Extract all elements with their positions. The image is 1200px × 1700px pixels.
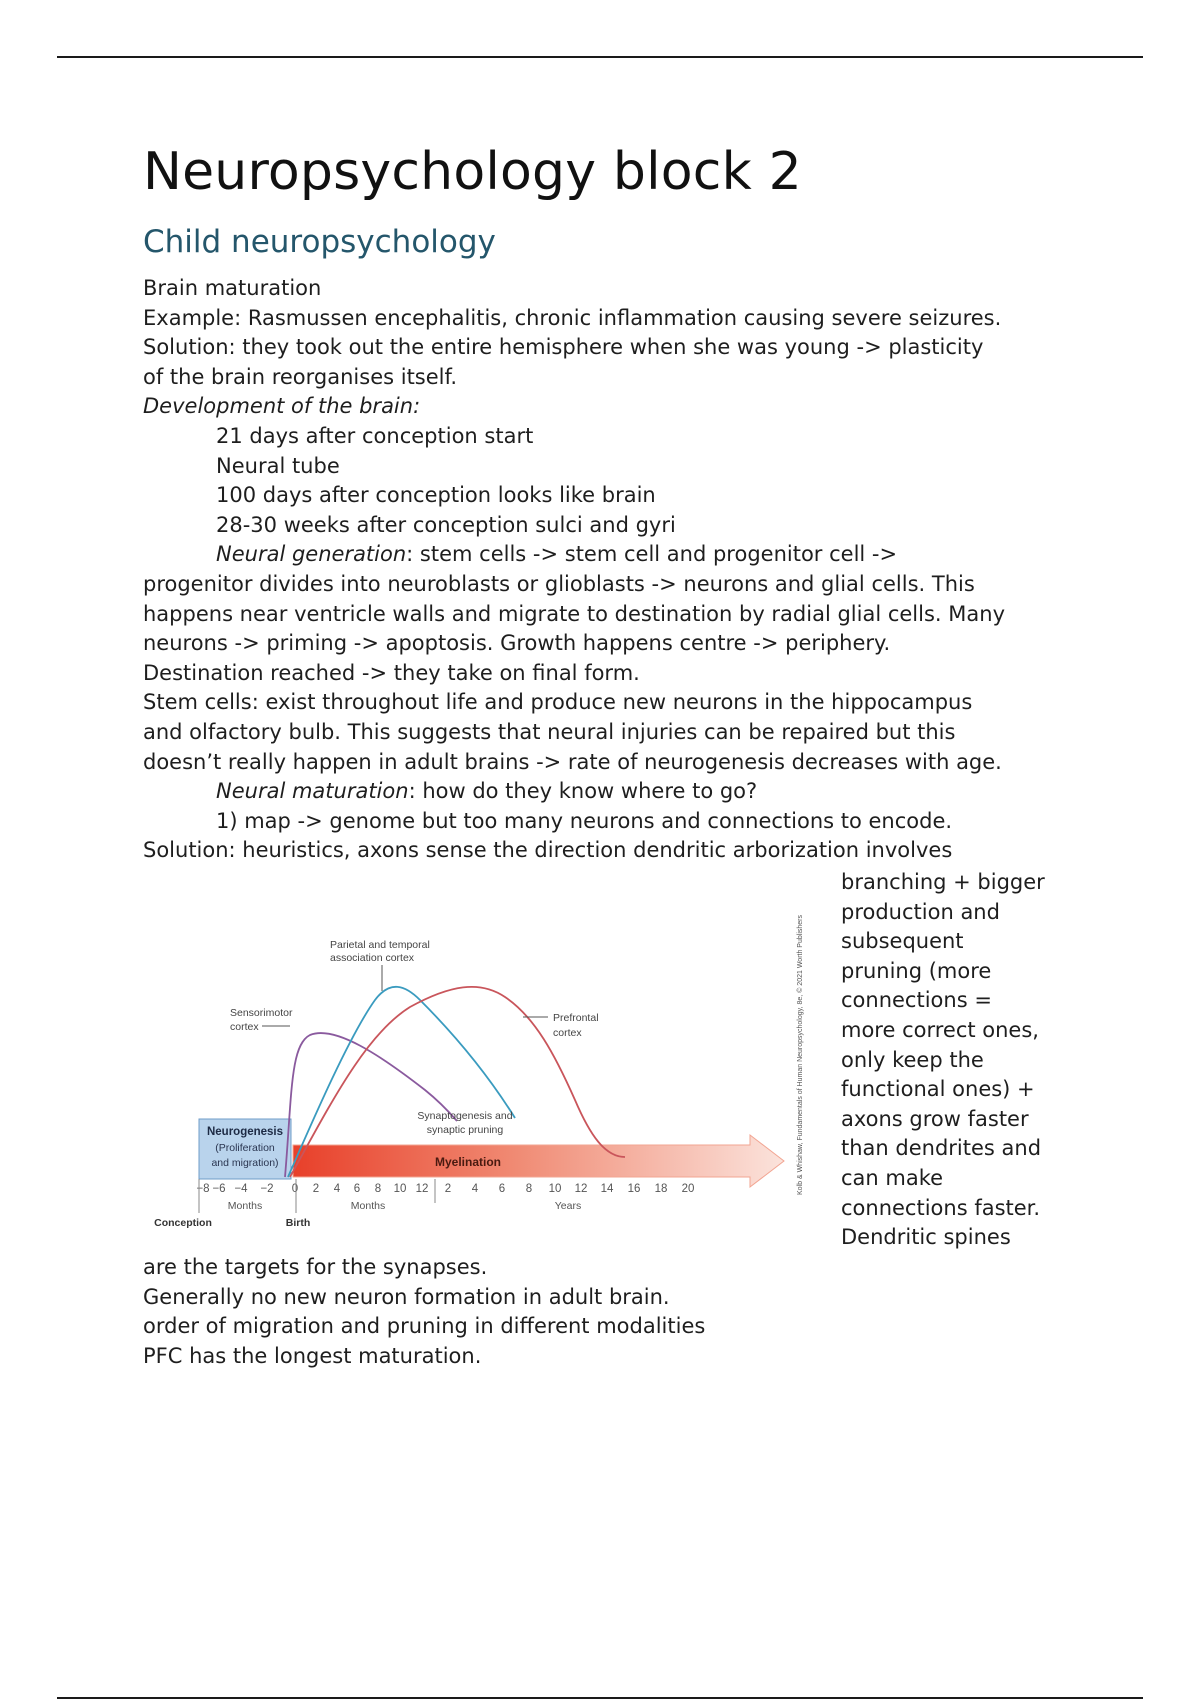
section-heading: Child neuropsychology	[143, 224, 496, 260]
side-line: can make	[841, 1165, 944, 1190]
months-label-prenatal: Months	[227, 1200, 263, 1212]
svg-text:−2: −2	[260, 1183, 274, 1195]
paragraph-line	[143, 777, 1063, 807]
paragraph-line: are the targets for the synapses.	[143, 1255, 488, 1279]
synaptogenesis-label-2: synaptic pruning	[426, 1124, 504, 1136]
side-line: branching + bigger	[841, 870, 1045, 894]
sensorimotor-label-2: cortex	[230, 1021, 259, 1033]
parietal-temporal-label-2: association cortex	[330, 952, 415, 964]
svg-text:−8: −8	[196, 1183, 210, 1195]
paragraph-line: order of migration and pruning in different modalities	[143, 1314, 706, 1339]
list-item: 28-30 weeks after conception sulci and gyri	[216, 512, 676, 537]
svg-text:12: 12	[415, 1183, 429, 1195]
prefrontal-label: Prefrontal	[553, 1012, 599, 1024]
list-item: 1) map -> genome but too many neurons and connections to encode.	[216, 808, 953, 833]
paragraph-line	[143, 540, 1063, 570]
svg-text:14: 14	[600, 1183, 614, 1195]
development-chart	[150, 895, 825, 1235]
paragraph-line: happens near ventricle walls and migrate to destination by radial glial cells. Many	[143, 601, 1005, 626]
svg-text:8: 8	[374, 1183, 382, 1195]
term-neural-generation: Neural generation	[216, 542, 407, 567]
paragraph-line: and olfactory bulb. This suggests that neural injuries can be repaired but this	[143, 719, 956, 744]
myelination-label: Myelination	[434, 1155, 502, 1169]
sensorimotor-label: Sensorimotor	[230, 1007, 293, 1019]
term-neural-maturation: Neural maturation	[216, 779, 409, 804]
svg-text:8: 8	[525, 1183, 533, 1195]
list-item: 21 days after conception start	[216, 423, 534, 448]
svg-text:6: 6	[498, 1183, 506, 1195]
side-line: Dendritic spines	[841, 1225, 1011, 1250]
svg-text:10: 10	[393, 1183, 407, 1195]
side-line: production and	[841, 899, 1000, 924]
x-axis-ticks	[196, 1183, 694, 1195]
side-line: more correct ones,	[841, 1017, 1039, 1042]
side-line: than dendrites and	[841, 1136, 1042, 1161]
synaptogenesis-label: Synaptogenesis and	[417, 1110, 513, 1122]
myelination-arrow	[293, 1135, 784, 1187]
bottom-rule	[57, 1697, 1143, 1699]
svg-text:12: 12	[574, 1183, 588, 1195]
svg-text:−6: −6	[212, 1183, 226, 1195]
paragraph-line: doesn’t really happen in adult brains -> rate of neurogenesis decreases with age.	[143, 749, 1002, 774]
paragraph-line: Example: Rasmussen encephalitis, chronic inflammation causing severe seizures.	[143, 305, 1002, 330]
document-title: Neuropsychology block 2	[143, 142, 802, 202]
body-text	[143, 274, 1063, 866]
svg-text:16: 16	[627, 1183, 641, 1195]
birth-label: Birth	[285, 1217, 311, 1229]
svg-text:20: 20	[681, 1183, 695, 1195]
side-line: only keep the	[841, 1047, 984, 1072]
paragraph-line: progenitor divides into neuroblasts or glioblasts -> neurons and glial cells. This	[143, 571, 975, 596]
svg-text:2: 2	[444, 1183, 452, 1195]
paragraph-line: Destination reached -> they take on final form.	[143, 660, 640, 685]
svg-text:2: 2	[312, 1183, 320, 1195]
neurogenesis-label: Neurogenesis	[206, 1126, 284, 1138]
side-line: functional ones) +	[841, 1077, 1035, 1102]
paragraph-line: PFC has the longest maturation.	[143, 1343, 482, 1368]
paragraph-line: Generally no new neuron formation in adult brain.	[143, 1284, 670, 1309]
parietal-temporal-label: Parietal and temporal	[330, 939, 430, 951]
closing-text	[143, 1253, 705, 1371]
list-item: Neural tube	[216, 453, 340, 478]
months-label-postnatal: Months	[350, 1200, 386, 1212]
side-line: pruning (more	[841, 958, 992, 983]
neurogenesis-sub1: (Proliferation	[215, 1142, 275, 1154]
figure-credit: Kolb & Whishaw, Fundamentals of Human Neuropsychology, 8e, © 2021 Worth Publishers	[797, 915, 804, 1195]
paragraph-text: : how do they know where to go?	[408, 779, 758, 804]
paragraph-line: Solution: they took out the entire hemisphere when she was young -> plasticity	[143, 335, 984, 360]
side-line: subsequent	[841, 929, 964, 954]
list-item: 100 days after conception looks like brain	[216, 483, 656, 508]
svg-text:0: 0	[291, 1183, 299, 1195]
paragraph-line: Solution: heuristics, axons sense the direction dendritic arborization involves	[143, 838, 953, 863]
side-text-column	[841, 868, 1071, 1253]
neurogenesis-sub2: and migration)	[211, 1157, 279, 1169]
paragraph-line: neurons -> priming -> apoptosis. Growth happens centre -> periphery.	[143, 631, 891, 656]
svg-text:−4: −4	[234, 1183, 248, 1195]
conception-label: Conception	[154, 1217, 212, 1229]
svg-text:4: 4	[471, 1183, 479, 1195]
side-line: connections =	[841, 988, 992, 1013]
side-line: connections faster.	[841, 1195, 1041, 1220]
subheading-development: Development of the brain:	[143, 394, 421, 419]
svg-text:4: 4	[333, 1183, 341, 1195]
paragraph-line: Brain maturation	[143, 276, 322, 300]
years-label: Years	[554, 1200, 582, 1212]
side-line: axons grow faster	[841, 1106, 1029, 1131]
svg-text:6: 6	[353, 1183, 361, 1195]
top-rule	[57, 56, 1143, 58]
prefrontal-label-2: cortex	[553, 1027, 582, 1039]
brain-development-figure	[150, 895, 825, 1235]
svg-text:18: 18	[654, 1183, 668, 1195]
svg-text:10: 10	[548, 1183, 562, 1195]
paragraph-line: of the brain reorganises itself.	[143, 364, 458, 389]
paragraph-text: : stem cells -> stem cell and progenitor cell ->	[406, 542, 898, 567]
paragraph-line: Stem cells: exist throughout life and produce new neurons in the hippocampus	[143, 690, 973, 715]
